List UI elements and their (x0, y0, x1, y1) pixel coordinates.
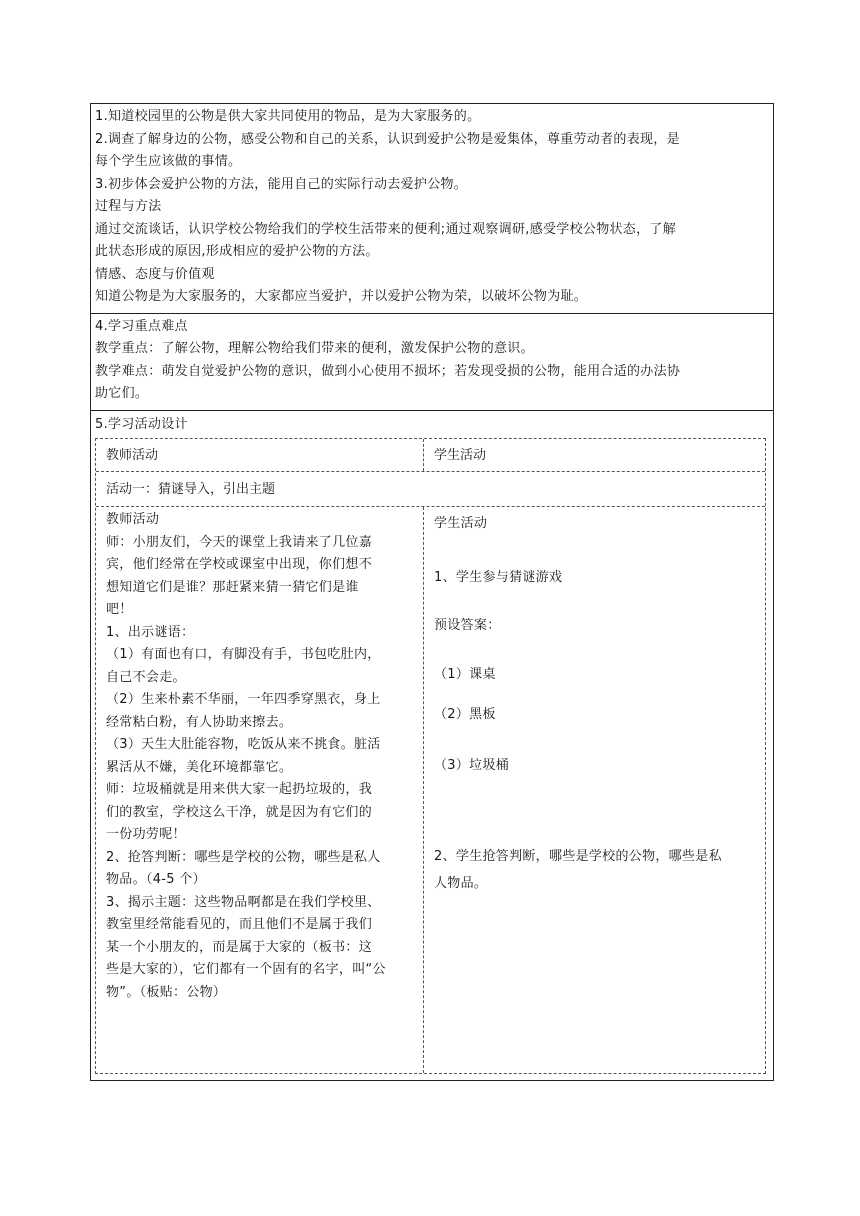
activity-table (95, 438, 766, 1074)
objective-line: 此状态形成的原因,形成相应的爱护公物的方法。 (95, 244, 379, 259)
difficulty-line: 教学难点：萌发自觉爱护公物的意识，做到小心使用不损坏；若发现受损的公物，能用合适的办法协 (95, 363, 681, 379)
answer-item: （2）黑板 (434, 707, 496, 722)
teacher-line: 物”。（板贴：公物） (106, 984, 227, 1000)
teacher-line: 吧！ (106, 602, 133, 617)
objective-line: 2.调查了解身边的公物，感受公物和自己的关系，认识到爱护公物是爱集体，尊重劳动者的表现，是 (95, 131, 680, 147)
teacher-line: 物品。（4-5 个） (106, 872, 206, 887)
objective-line: 知道公物是为大家服务的，大家都应当爱护，并以爱护公物为荣，以破坏公物为耻。 (95, 289, 588, 304)
key-points-heading: 4.学习重点难点 (95, 318, 188, 334)
teacher-activity-content (96, 507, 424, 1073)
teacher-line: 1、出示谜语： (106, 624, 195, 640)
teacher-line: （1）有面也有口，有脚没有手，书包吃肚内， (106, 647, 381, 662)
teacher-line: （2）生来朴素不华丽，一年四季穿黑衣，身上 (106, 692, 381, 707)
activity-design-heading: 5.学习活动设计 (95, 416, 188, 432)
activity-table-header (96, 439, 765, 472)
teacher-activity-header: 教师活动 (96, 439, 424, 471)
difficulty-line: 助它们。 (95, 386, 149, 401)
teacher-line: 师：小朋友们，今天的课堂上我请来了几位嘉 (106, 534, 373, 550)
emotion-values-heading: 情感、态度与价值观 (95, 266, 215, 282)
objective-line: 每个学生应该做的事情。 (95, 154, 242, 169)
key-point-line: 教学重点：了解公物，理解公物给我们带来的便利，激发保护公物的意识。 (95, 341, 534, 356)
teacher-line: 3、揭示主题：这些物品啊都是在我们学校里、 (106, 894, 381, 910)
teacher-line: 经常粘白粉，有人协助来擦去。 (106, 714, 293, 730)
activity-one-body (96, 507, 765, 1073)
teacher-line: 想知道它们是谁？那赶紧来猜一猜它们是谁 (106, 579, 359, 595)
teacher-line: 教室里经常能看见的，而且他们不是属于我们 (106, 917, 373, 932)
process-method-heading: 过程与方法 (95, 199, 162, 214)
objectives-section (91, 104, 773, 314)
teacher-line: 师：垃圾桶就是用来供大家一起扔垃圾的，我 (106, 782, 373, 797)
objective-line: 3.初步体会爱护公物的方法，能用自己的实际行动去爱护公物。 (95, 176, 468, 192)
activity-one-row (96, 472, 765, 507)
objective-line: 1.知道校园里的公物是供大家共同使用的物品，是为大家服务的。 (95, 109, 481, 124)
teacher-line: 些是大家的），它们都有一个固有的名字，叫“公 (106, 962, 386, 977)
student-line: 人物品。 (434, 876, 488, 891)
answer-item: （3）垃圾桶 (434, 758, 510, 773)
student-activity-content (424, 507, 765, 1073)
key-points-section (91, 314, 773, 411)
teacher-line: 教师活动 (106, 512, 160, 527)
teacher-line: 一份功劳呢！ (106, 827, 186, 842)
teacher-line: 2、抢答判断：哪些是学校的公物，哪些是私人 (106, 849, 381, 865)
preset-answers-label: 预设答案： (434, 618, 501, 633)
teacher-line: （3）天生大肚能容物，吃饭从来不挑食。脏活 (106, 737, 381, 752)
activity-one-title: 活动一：猜谜导入，引出主题 (106, 482, 276, 497)
student-activity-title: 学生活动 (434, 516, 488, 531)
teacher-line: 自己不会走。 (106, 669, 186, 685)
teacher-line: 们的教室，学校这么干净，就是因为有它们的 (106, 804, 373, 820)
teacher-line: 某一个小朋友的，而是属于大家的（板书：这 (106, 939, 373, 955)
teacher-line: 宾，他们经常在学校或课室中出现，你们想不 (106, 557, 373, 572)
lesson-plan-table (90, 103, 774, 1081)
answer-item: （1）课桌 (434, 667, 496, 682)
teacher-line: 累活从不嫌，美化环境都靠它。 (106, 759, 293, 775)
student-activity-header: 学生活动 (434, 448, 487, 463)
activity-design-section (91, 411, 773, 1081)
objective-line: 通过交流谈话，认识学校公物给我们的学校生活带来的便利;通过观察调研,感受学校公物状态，了解 (95, 221, 677, 237)
student-line: 1、学生参与猜谜游戏 (434, 570, 563, 585)
student-line: 2、学生抢答判断，哪些是学校的公物，哪些是私 (434, 849, 722, 864)
